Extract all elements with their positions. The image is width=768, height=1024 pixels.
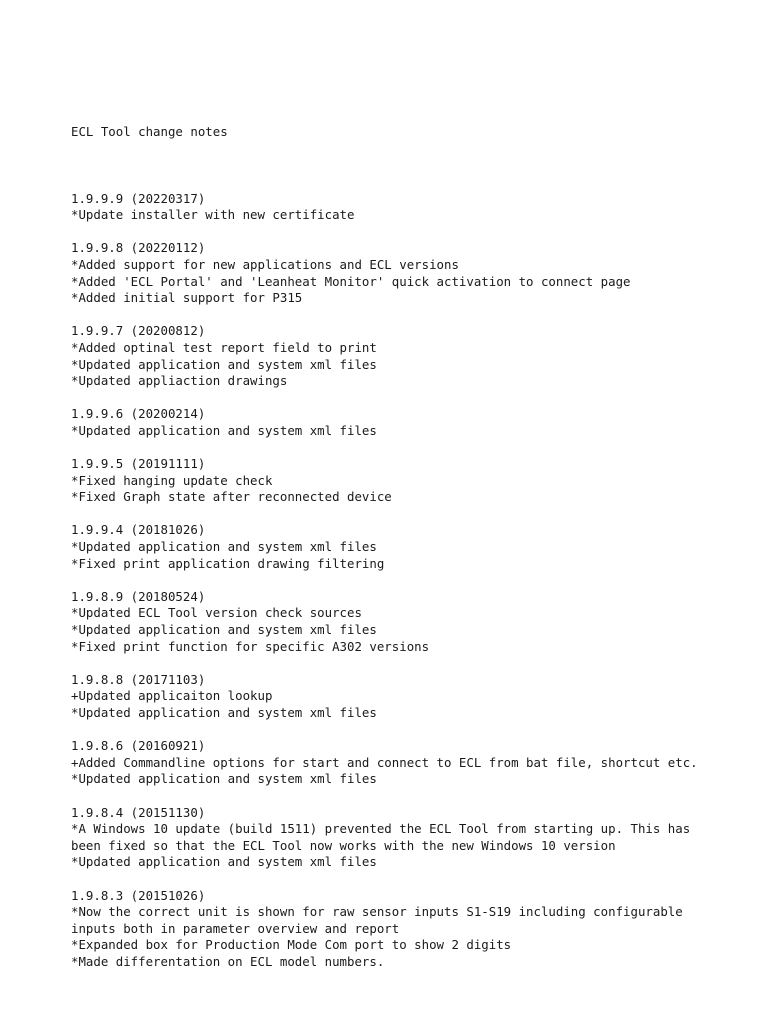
changelog-entry xyxy=(71,240,711,306)
version-heading: 1.9.9.4 (20181026) xyxy=(71,522,206,538)
version-heading: 1.9.9.6 (20200214) xyxy=(71,406,206,422)
version-heading: 1.9.9.9 (20220317) xyxy=(71,190,206,206)
changelog-entry xyxy=(71,456,711,506)
change-note: *Added initial support for P315 xyxy=(71,290,303,306)
change-note: *Fixed print function for specific A302 versions xyxy=(71,638,430,654)
change-note: *Updated ECL Tool version check sources xyxy=(71,605,362,621)
document-title: ECL Tool change notes xyxy=(71,124,228,140)
change-note: *Updated application and system xml files xyxy=(71,854,377,870)
version-heading: 1.9.9.8 (20220112) xyxy=(71,240,206,256)
version-heading: 1.9.9.5 (20191111) xyxy=(71,456,206,472)
change-note: *Expanded box for Production Mode Com port to show 2 digits xyxy=(71,937,512,953)
changelog-entry xyxy=(71,672,711,722)
changelog-entry xyxy=(71,323,711,389)
change-note: *Made differentation on ECL model numbers. xyxy=(71,953,385,969)
version-heading: 1.9.8.6 (20160921) xyxy=(71,738,206,754)
change-note: *Updated appliaction drawings xyxy=(71,373,288,389)
change-notes-document xyxy=(71,91,711,1004)
change-note: *Added 'ECL Portal' and 'Leanheat Monitor' quick activation to connect page xyxy=(71,273,631,289)
version-heading: 1.9.8.4 (20151130) xyxy=(71,804,206,820)
change-note: *Updated application and system xml files xyxy=(71,771,377,787)
change-note: *Fixed hanging update check xyxy=(71,472,273,488)
change-note: *Now the correct unit is shown for raw sensor inputs S1-S19 including configurable inputs both in parameter overview and report xyxy=(71,904,691,936)
changelog-entry xyxy=(71,589,711,655)
change-note: *A Windows 10 update (build 1511) prevented the ECL Tool from starting up. This has been fixed so that the ECL Tool now works with the new Windows 10 version xyxy=(71,821,698,853)
changelog-entry xyxy=(71,191,711,224)
change-note: *Updated application and system xml files xyxy=(71,422,377,438)
changelog-entry xyxy=(71,738,711,788)
changelog-entry xyxy=(71,888,711,971)
change-note: *Fixed print application drawing filtering xyxy=(71,555,385,571)
version-heading: 1.9.8.8 (20171103) xyxy=(71,671,206,687)
change-note: *Update installer with new certificate xyxy=(71,207,355,223)
changelog-entries xyxy=(71,191,711,971)
changelog-entry xyxy=(71,522,711,572)
change-note: *Updated application and system xml files xyxy=(71,356,377,372)
version-heading: 1.9.9.7 (20200812) xyxy=(71,323,206,339)
change-note: *Added support for new applications and ECL versions xyxy=(71,256,459,272)
change-note: +Updated applicaiton lookup xyxy=(71,688,273,704)
change-note: *Updated application and system xml files xyxy=(71,704,377,720)
version-heading: 1.9.8.3 (20151026) xyxy=(71,887,206,903)
change-note: *Fixed Graph state after reconnected device xyxy=(71,489,392,505)
changelog-entry xyxy=(71,406,711,439)
version-heading: 1.9.8.9 (20180524) xyxy=(71,588,206,604)
change-note: +Added Commandline options for start and connect to ECL from bat file, shortcut etc. xyxy=(71,754,698,770)
change-note: *Updated application and system xml files xyxy=(71,539,377,555)
changelog-entry xyxy=(71,805,711,871)
change-note: *Added optinal test report field to print xyxy=(71,339,377,355)
change-note: *Updated application and system xml files xyxy=(71,622,377,637)
